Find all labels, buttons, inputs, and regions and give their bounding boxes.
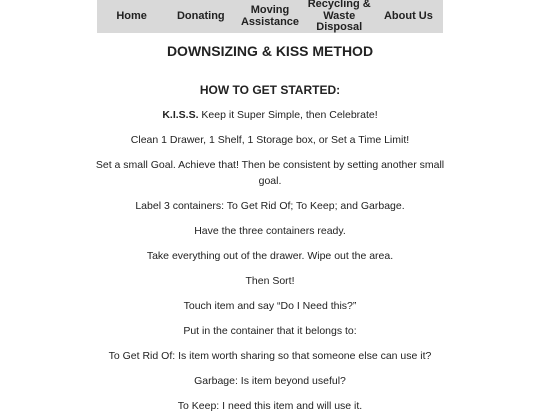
kiss-text: Keep it Super Simple, then Celebrate! — [198, 109, 378, 121]
paragraph: Take everything out of the drawer. Wipe out the area. — [146, 250, 394, 262]
nav-recycling-waste-disposal[interactable] — [305, 0, 374, 34]
section-heading: HOW TO GET STARTED: — [199, 83, 341, 97]
paragraph: To Get Rid Of: Is item worth sharing so that someone else can use it? — [108, 350, 432, 362]
paragraph: To Keep: I need this item and will use it. — [177, 400, 363, 412]
nav-recycling-label-line-2: Waste — [323, 9, 356, 22]
paragraph: Set a small Goal. Achieve that! Then be consistent by setting another small goal. — [95, 159, 445, 187]
nav-moving-label-line-1: Moving — [250, 4, 290, 16]
paragraph: Label 3 containers: To Get Rid Of; To Keep; and Garbage. — [135, 200, 405, 212]
nav-moving-label-line-2: Assistance — [240, 15, 300, 28]
paragraph: Touch item and say “Do I Need this?” — [183, 300, 357, 312]
nav-donating-label: Donating — [176, 9, 225, 22]
paragraph: Garbage: Is item beyond useful? — [194, 375, 346, 387]
paragraph: Clean 1 Drawer, 1 Shelf, 1 Storage box, or Set a Time Limit! — [130, 134, 410, 146]
nav-about-us[interactable] — [374, 11, 443, 23]
paragraph: Then Sort! — [245, 275, 295, 287]
article-content — [97, 33, 443, 414]
nav-recycling-label-line-1: Recycling & — [307, 0, 371, 11]
nav-home[interactable] — [97, 11, 166, 23]
paragraph: Put in the container that it belongs to: — [183, 325, 357, 337]
kiss-label: K.I.S.S. — [162, 109, 199, 121]
nav-donating[interactable] — [166, 11, 235, 23]
nav-home-label: Home — [116, 9, 147, 22]
kiss-paragraph — [89, 107, 451, 123]
main-navigation — [97, 0, 443, 33]
nav-recycling-label-line-3: Disposal — [316, 21, 363, 34]
nav-about-label: About Us — [383, 9, 433, 22]
nav-moving-assistance[interactable] — [235, 5, 304, 28]
paragraph: Have the three containers ready. — [194, 225, 346, 237]
page-title: DOWNSIZING & KISS METHOD — [166, 43, 374, 59]
